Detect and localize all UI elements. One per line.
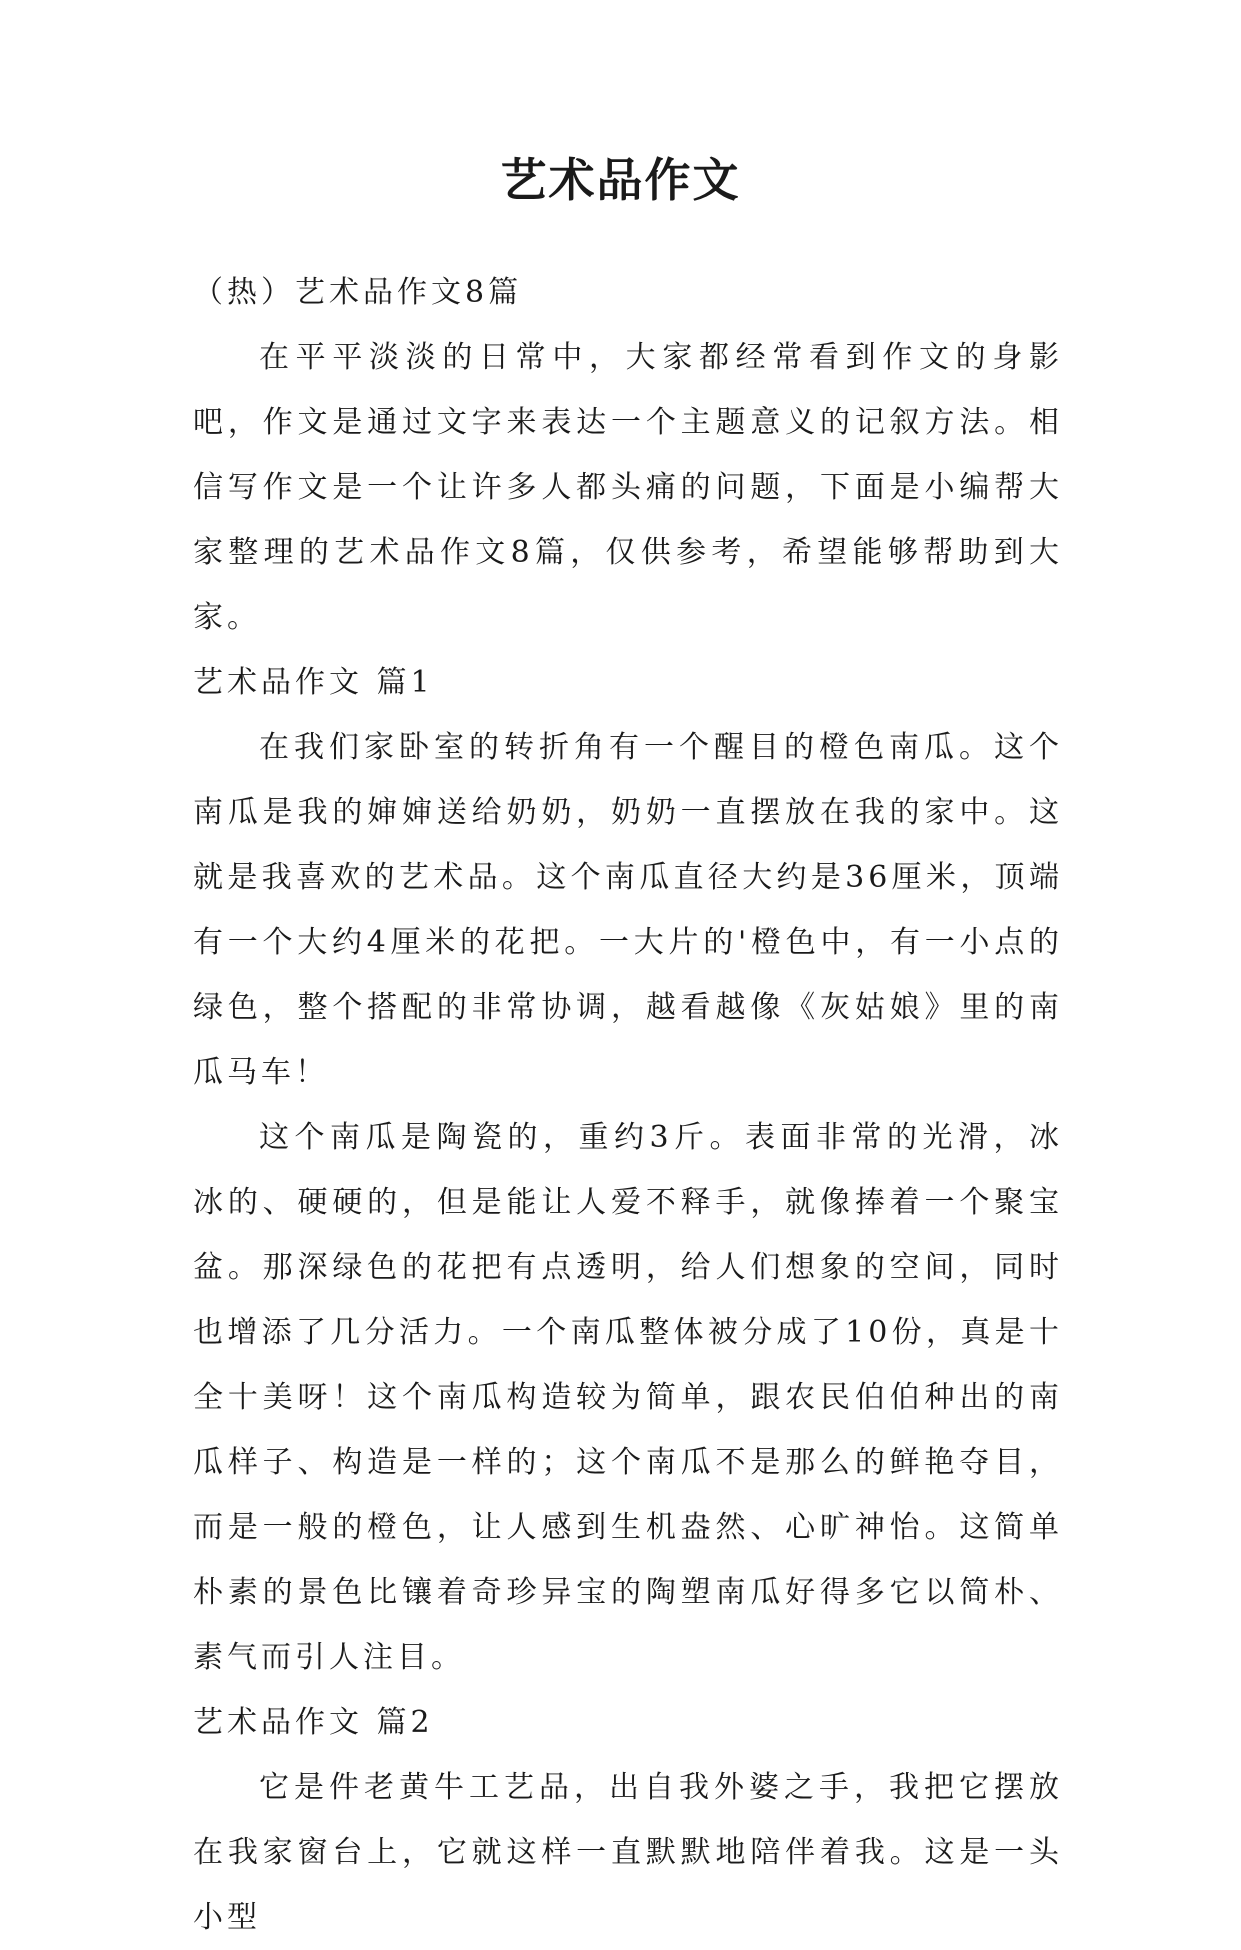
document-body — [193, 260, 1063, 1950]
intro-paragraph: 在平平淡淡的日常中，大家都经常看到作文的身影吧，作文是通过文字来表达一个主题意义的记叙方法。相信写作文是一个让许多人都头痛的问题，下面是小编帮大家整理的艺术品作文8篇，仅供参考，希望能够帮助到大家。 — [193, 340, 1063, 635]
document-subtitle: （热）艺术品作文8篇 — [193, 275, 523, 310]
section-heading-1: 艺术品作文 篇1 — [193, 665, 434, 700]
section-1-paragraph-1: 在我们家卧室的转折角有一个醒目的橙色南瓜。这个南瓜是我的婶婶送给奶奶，奶奶一直摆放在我的家中。这就是我喜欢的艺术品。这个南瓜直径大约是36厘米，顶端有一个大约4厘米的花把。一大片的'橙色中，有一小点的绿色，整个搭配的非常协调，越看越像《灰姑娘》里的南瓜马车！ — [193, 730, 1063, 1090]
section-2-paragraph-1: 它是件老黄牛工艺品，出自我外婆之手，我把它摆放在我家窗台上，它就这样一直默默地陪伴着我。这是一头小型 — [193, 1770, 1063, 1935]
document-title: 艺术品作文 — [500, 153, 741, 207]
section-heading-2: 艺术品作文 篇2 — [193, 1705, 434, 1740]
section-1-paragraph-2: 这个南瓜是陶瓷的，重约3斤。表面非常的光滑，冰冰的、硬硬的，但是能让人爱不释手，就像捧着一个聚宝盆。那深绿色的花把有点透明，给人们想象的空间，同时也增添了几分活力。一个南瓜整体被分成了10份，真是十全十美呀！这个南瓜构造较为简单，跟农民伯伯种出的南瓜样子、构造是一样的；这个南瓜不是那么的鲜艳夺目，而是一般的橙色，让人感到生机盎然、心旷神怡。这简单朴素的景色比镶着奇珍异宝的陶塑南瓜好得多它以简朴、素气而引人注目。 — [193, 1120, 1063, 1675]
